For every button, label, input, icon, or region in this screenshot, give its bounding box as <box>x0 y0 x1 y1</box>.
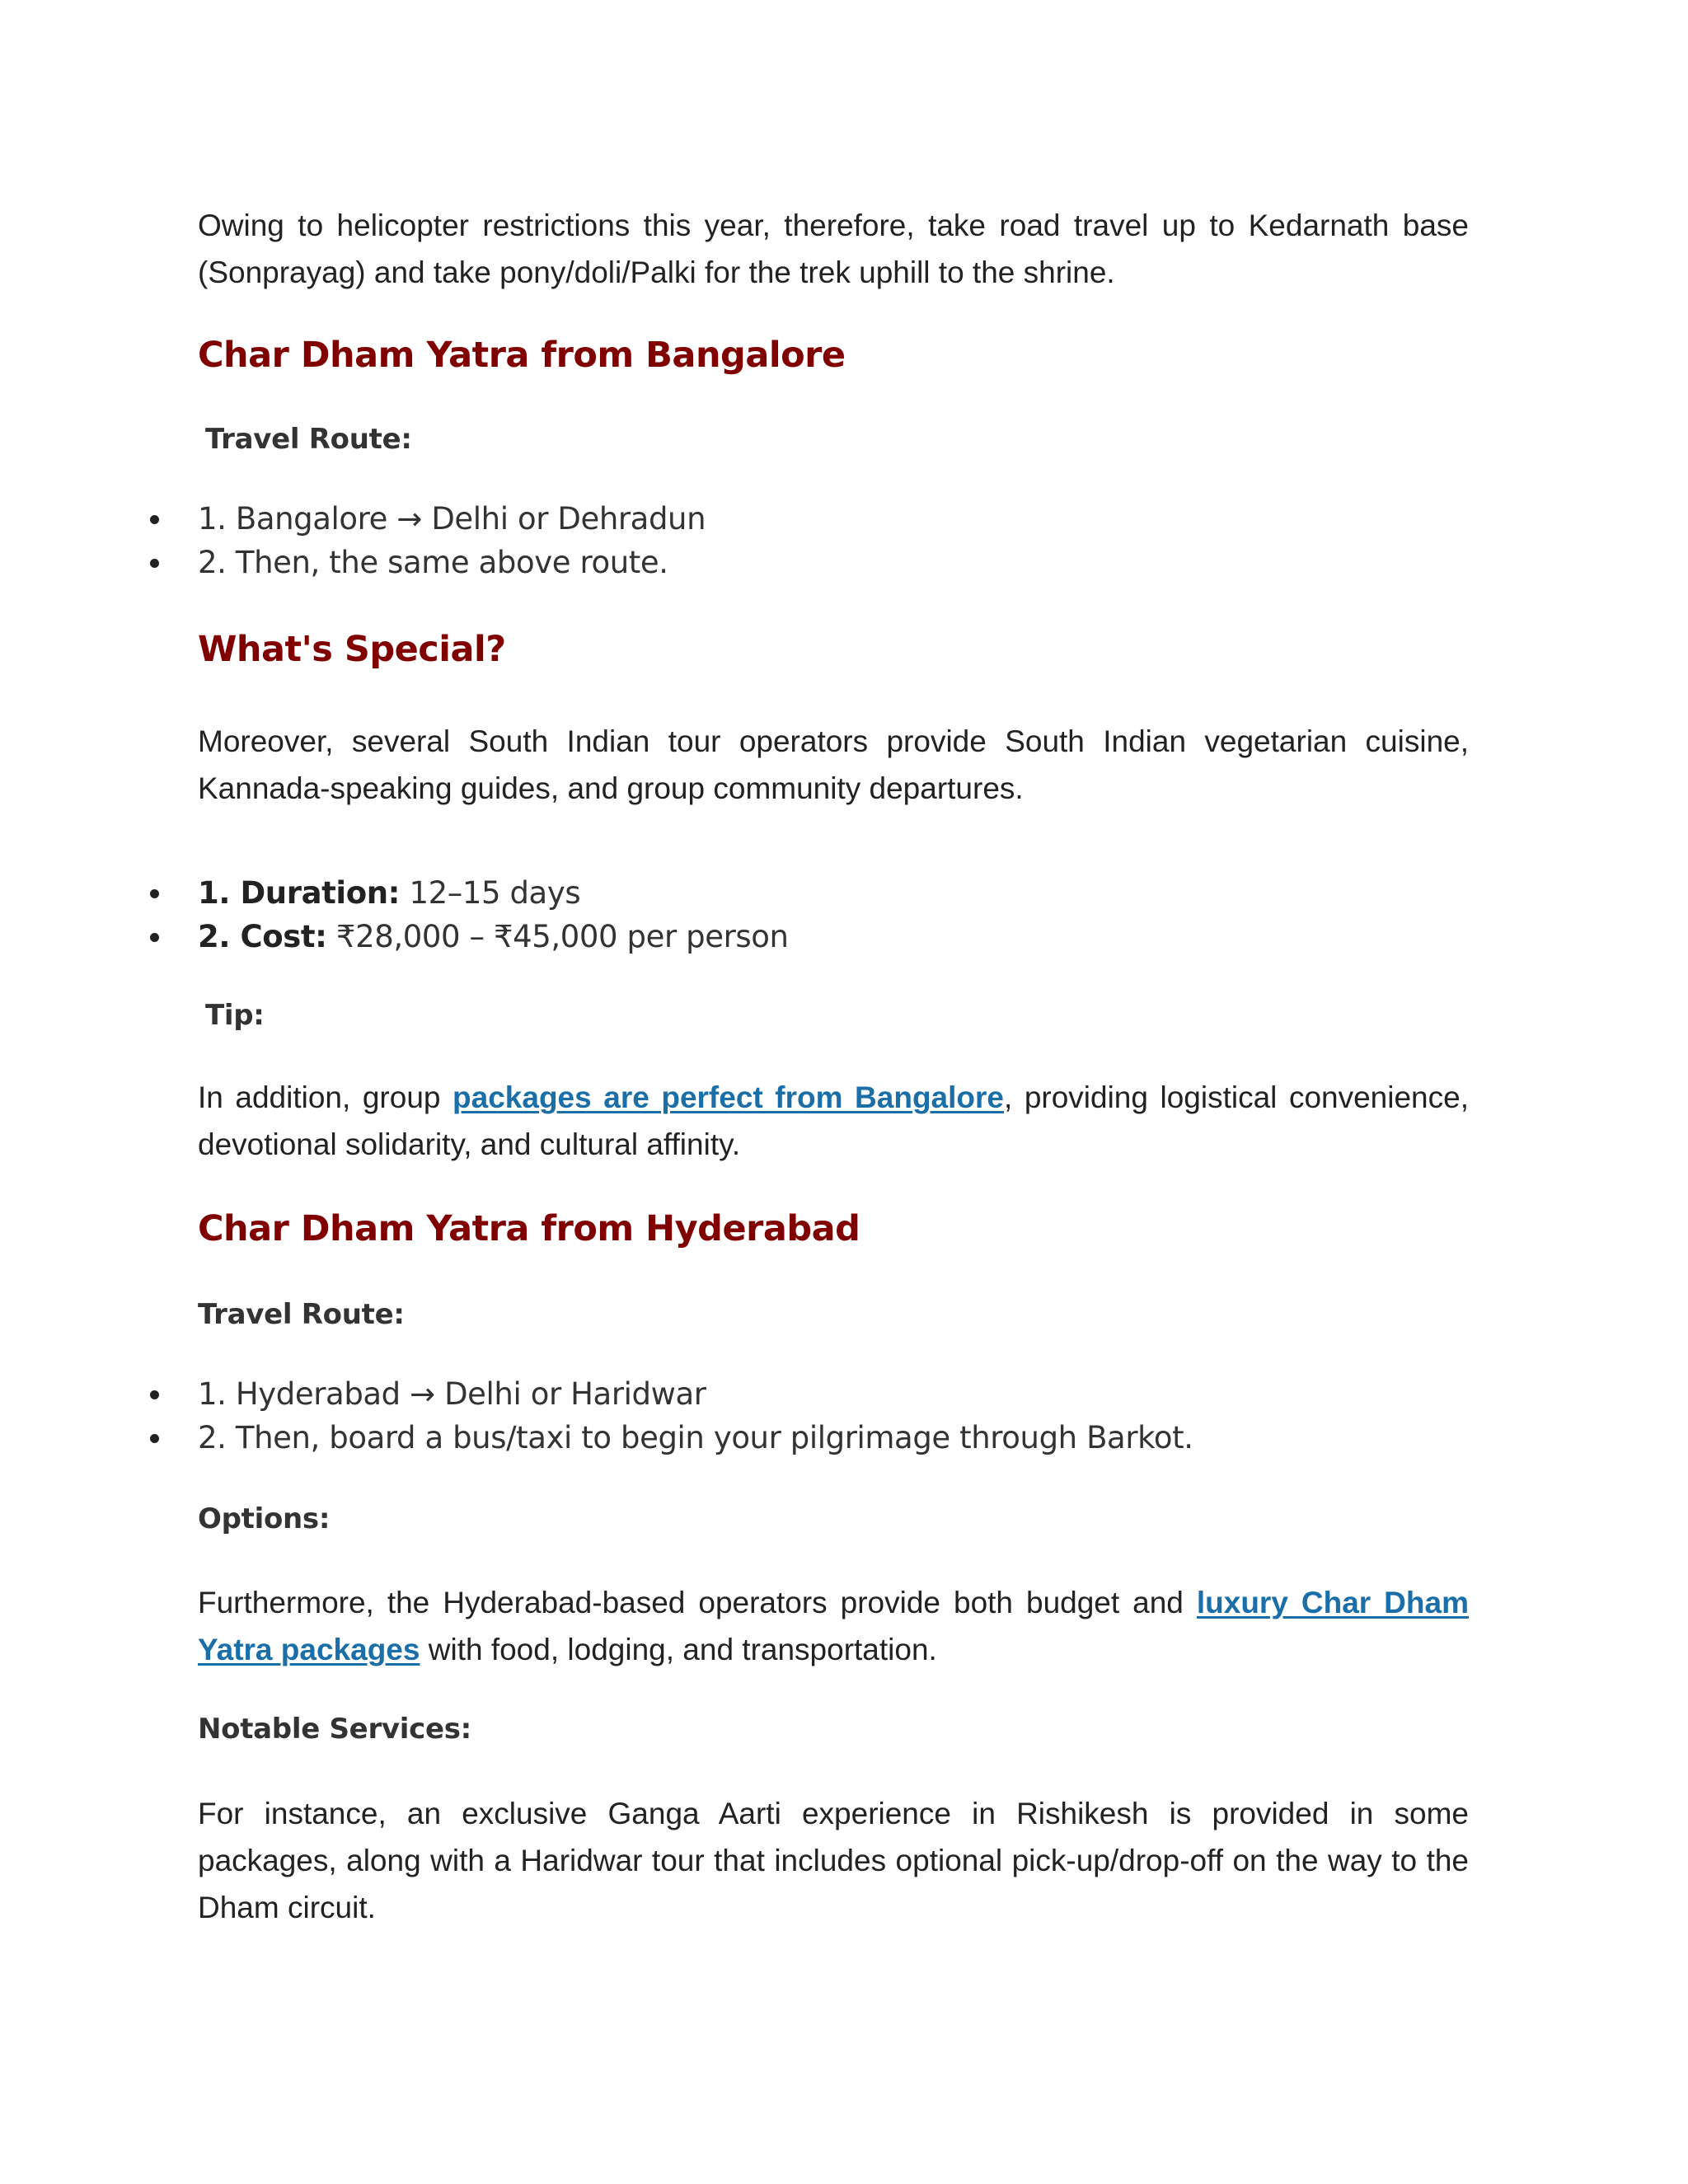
options-label: Options: <box>198 1502 331 1535</box>
bullet-icon <box>150 889 159 898</box>
route-item: 2. Then, board a bus/taxi to begin your pilgrimage through Barkot. <box>198 1420 1193 1455</box>
route-item: 2. Then, the same above route. <box>198 545 668 580</box>
list-item <box>0 497 1688 541</box>
options-text-after: with food, lodging, and transportation. <box>420 1633 937 1666</box>
list-item <box>0 541 1688 584</box>
notable-services-label: Notable Services: <box>198 1713 471 1746</box>
list-item <box>0 1416 1688 1460</box>
route-item: 1. Hyderabad → Delhi or Haridwar <box>198 1376 706 1412</box>
tip-text-before: In addition, group <box>198 1080 453 1114</box>
detail-value: ₹28,000 – ₹45,000 per person <box>326 919 789 954</box>
bullet-icon <box>150 1390 159 1399</box>
options-paragraph <box>198 1579 1469 1673</box>
route-item: 1. Bangalore → Delhi or Dehradun <box>198 501 706 537</box>
detail-label: 1. Duration: <box>198 875 401 911</box>
detail-label: 2. Cost: <box>198 919 327 954</box>
list-item <box>0 871 1688 915</box>
bullet-icon <box>150 559 159 568</box>
travel-route-label-bangalore: Travel Route: <box>205 423 412 456</box>
services-paragraph: For instance, an exclusive Ganga Aarti experience in Rishikesh is provided in some packages, along with a Haridwar tour that includes optional pick-up/drop-off on the way to the Dham circuit. <box>198 1797 1469 1924</box>
heading-whats-special: What's Special? <box>198 629 506 670</box>
options-text-before: Furthermore, the Hyderabad-based operators provide both budget and <box>198 1586 1197 1619</box>
list-item <box>0 915 1688 958</box>
heading-bangalore: Char Dham Yatra from Bangalore <box>198 335 846 376</box>
bullet-icon <box>150 515 159 524</box>
bullet-icon <box>150 1434 159 1443</box>
tip-label: Tip: <box>205 999 265 1032</box>
route-list-hyderabad <box>0 1372 1688 1460</box>
list-item <box>0 1372 1688 1416</box>
bullet-icon <box>150 933 159 942</box>
heading-hyderabad: Char Dham Yatra from Hyderabad <box>198 1208 860 1249</box>
travel-route-label-hyderabad: Travel Route: <box>198 1298 405 1331</box>
detail-value: 12–15 days <box>400 875 581 911</box>
tip-paragraph <box>198 1074 1469 1168</box>
luxury-packages-link[interactable]: luxury Char Dham Yatra packages <box>198 1586 1469 1666</box>
detail-duration <box>198 871 580 915</box>
special-paragraph: Moreover, several South Indian tour operators provide South Indian vegetarian cuisine, Kannada-speaking guides, and group community departures. <box>198 724 1469 805</box>
bangalore-packages-link[interactable]: packages are perfect from Bangalore <box>452 1080 1004 1114</box>
intro-paragraph: Owing to helicopter restrictions this year, therefore, take road travel up to Kedarnath base (Sonprayag) and take pony/doli/Palki for the trek uphill to the shrine. <box>198 209 1469 289</box>
tip-text-after: , providing logistical convenience, devotional solidarity, and cultural affinity. <box>198 1080 1469 1161</box>
detail-cost <box>198 915 789 958</box>
route-list-bangalore <box>0 497 1688 584</box>
details-list-bangalore <box>0 871 1688 958</box>
